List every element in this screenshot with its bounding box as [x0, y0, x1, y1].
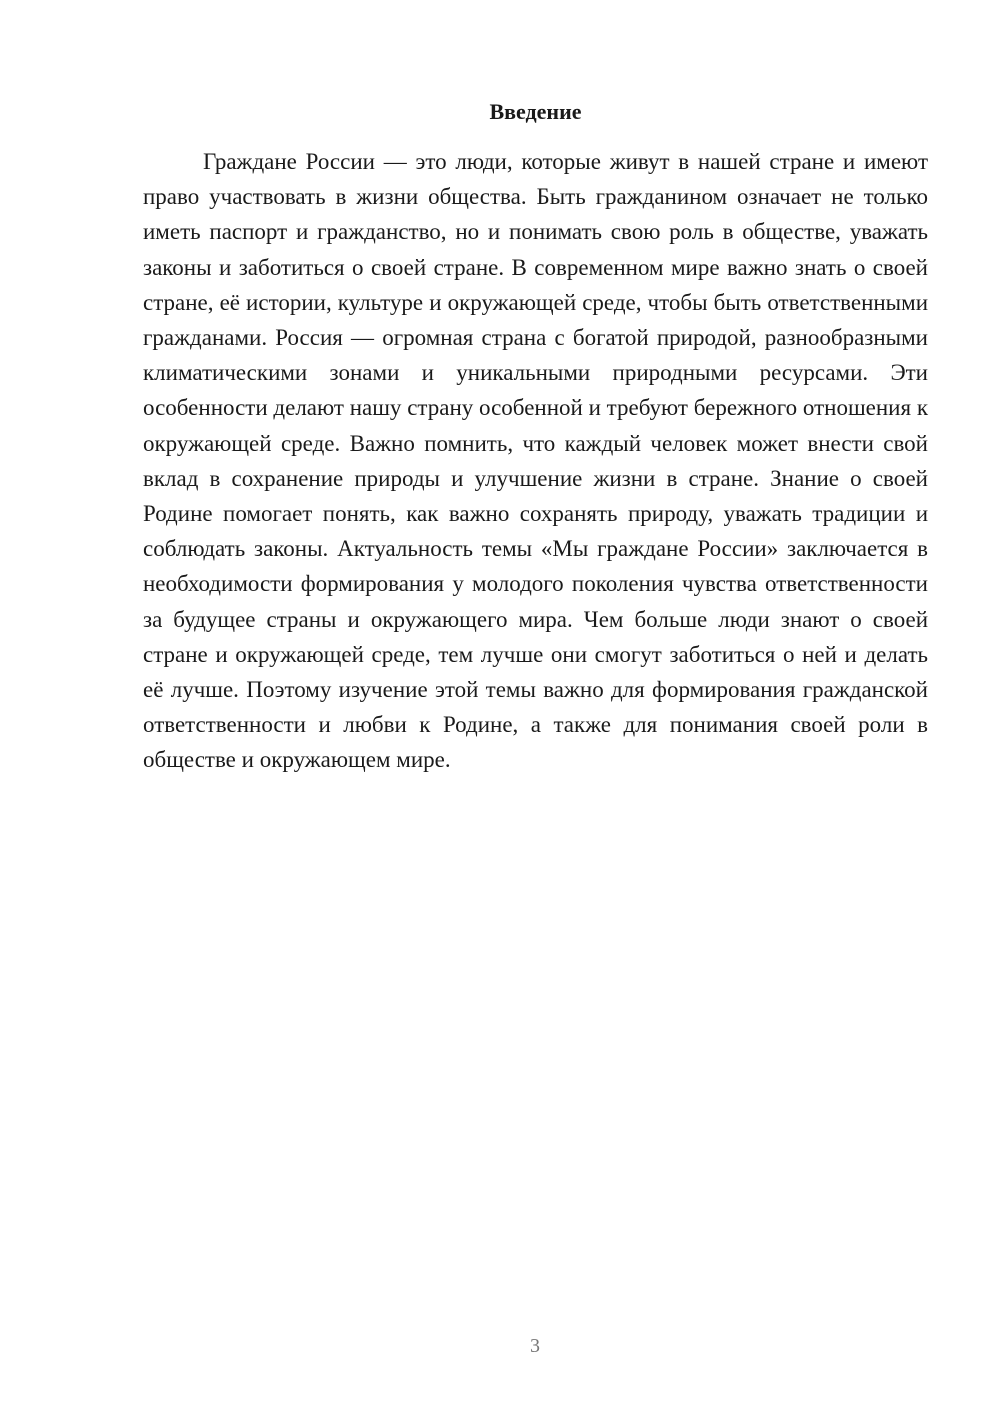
body-paragraph: Граждане России — это люди, которые живут в нашей стране и имеют право участвовать в жизни общества. Быть гражданином означает не только иметь паспорт и гражданство, но и понимать свою роль в обществе, уважать законы и заботиться о своей стране. В современном мире важно знать о своей стране, её истории, культуре и окружающей среде, чтобы быть ответственными гражданами. Россия — огромная страна с богатой природой, разнообразными климатическими зонами и уникальными природными ресурсами. Эти особенности делают нашу страну особенной и требуют бережного отношения к окружающей среде. Важно помнить, что каждый человек может внести свой вклад в сохранение природы и улучшение жизни в стране. Знание о своей Родине помогает понять, как важно сохранять природу, уважать традиции и соблюдать законы. Актуальность темы «Мы граждане России» заключается в необходимости формирования у молодого поколения чувства ответственности за будущее страны и окружающего мира. Чем больше люди знают о своей стране и окружающей среде, тем лучше они смогут заботиться о ней и делать её лучше. Поэтому изучение этой темы важно для формирования гражданской ответственности и любви к Родине, а также для понимания своей роли в обществе и окружающем мире. [143, 149, 928, 773]
section-title: Введение [489, 99, 582, 124]
page-number: 3 [530, 1335, 540, 1357]
